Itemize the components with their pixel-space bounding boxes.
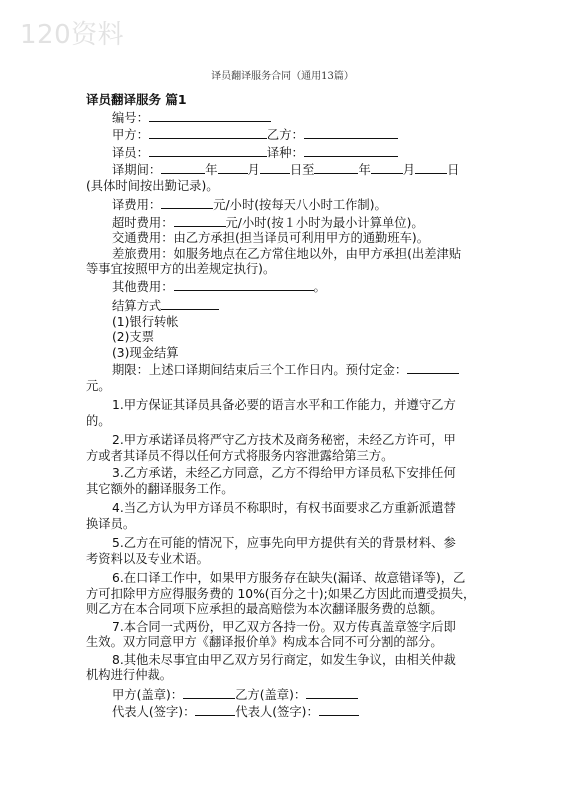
document-title: 译员翻译服务合同（通用13篇）: [211, 71, 354, 82]
settlement-option: (3)现金结算: [112, 345, 179, 360]
translator-label: 译员：: [112, 145, 149, 160]
start-year-blank[interactable]: [161, 161, 205, 174]
number-label: 编号：: [112, 110, 149, 125]
fee-suffix: 元/小时(按每天八小时工作制)。: [213, 198, 387, 212]
end-day-blank[interactable]: [415, 161, 447, 174]
clause-line: 3.乙方承诺，未经乙方同意，乙方不得给甲方译员私下安排任何: [112, 466, 456, 480]
rep-a-blank[interactable]: [195, 703, 235, 716]
deposit-blank[interactable]: [407, 361, 459, 374]
overtime-line: [86, 214, 486, 232]
clause-line: 考资料以及专业术语。: [86, 551, 209, 566]
translator-line: [86, 144, 486, 162]
day-label: 日: [447, 163, 460, 177]
settlement-option: (2)支票: [112, 330, 155, 344]
clause-line: 其它额外的翻译服务工作。: [86, 481, 234, 496]
settlement-label: 结算方式: [112, 299, 162, 313]
clause-list: [86, 398, 486, 684]
party-a-seal-blank[interactable]: [183, 686, 235, 699]
clause-line: 机构进行仲裁。: [86, 668, 173, 682]
period-label: 译期间：: [112, 163, 162, 177]
travel-line-2: 等事宜按照甲方的出差规定执行)。: [86, 262, 276, 276]
deadline-text: 期限：上述口译期间结束后三个工作日内。预付定金：: [112, 363, 408, 377]
clause-8: [86, 653, 486, 684]
clause-4: [86, 501, 486, 532]
month-label: 月: [402, 163, 416, 177]
clause-line: 5.乙方在可能的情况下，应事先向甲方提供有关的背景材料、参: [112, 536, 456, 550]
settlement-line: [86, 297, 486, 315]
month-label: 月: [247, 163, 260, 177]
end-month-blank[interactable]: [371, 161, 403, 174]
year-label: 年: [205, 163, 218, 177]
section-heading: 译员翻译服务 篇1: [86, 92, 187, 107]
clause-2: [86, 433, 486, 464]
fee-blank[interactable]: [161, 196, 213, 209]
year-label: 年: [358, 163, 371, 177]
rep-line: [86, 703, 486, 721]
overtime-suffix: 元/小时(按１小时为最小计算单位)。: [225, 215, 424, 230]
rep-b-blank[interactable]: [319, 703, 359, 716]
translator-blank[interactable]: [149, 144, 267, 157]
clause-line: 方或者其译员不得以任何方式将服务内容泄露给第三方。: [86, 448, 394, 463]
end-year-blank[interactable]: [314, 161, 358, 174]
overtime-label: 超时费用：: [112, 215, 174, 230]
clause-5: [86, 536, 486, 567]
parties-line: [86, 126, 486, 144]
other-fee-line: [86, 278, 486, 296]
party-b-seal-blank[interactable]: [306, 686, 358, 699]
period-note: (具体时间按出勤记录)。: [86, 178, 219, 193]
clause-line: 1.甲方保证其译员具备必要的语言水平和工作能力，并遵守乙方: [112, 398, 456, 412]
rep-b-label: 代表人(签字)：: [235, 705, 319, 719]
other-fee-suffix: 。: [313, 279, 326, 294]
number-blank[interactable]: [149, 109, 271, 122]
party-b-label: 乙方：: [266, 128, 304, 142]
period-line: [86, 161, 486, 179]
transport-line: 交通费用：由乙方承担(担当译员可利用甲方的通勤班车)。: [112, 231, 430, 245]
clause-3: [86, 466, 486, 497]
clause-line: 4.当乙方认为甲方译员不称职时，有权书面要求乙方重新派遣替: [112, 501, 456, 515]
overtime-blank[interactable]: [174, 214, 226, 227]
clause-line: 则乙方在本合同项下应承担的最高赔偿为本次翻译服务费的总额。: [86, 602, 443, 616]
clause-line: 2.甲方承诺译员将严守乙方技术及商务秘密，未经乙方许可，甲: [112, 433, 456, 447]
settlement-blank[interactable]: [161, 297, 219, 310]
party-a-label: 甲方：: [112, 128, 149, 142]
settlement-option: (1)银行转帐: [112, 314, 179, 329]
contract-body: [86, 92, 486, 721]
other-fee-label: 其他费用：: [112, 279, 174, 294]
day-to-label: 日至: [289, 163, 315, 177]
clause-line: 7.本合同一式两份，甲乙双方各持一份。双方传真盖章签字后即: [112, 619, 456, 634]
party-a-seal-label: 甲方(盖章)：: [112, 687, 184, 702]
start-day-blank[interactable]: [260, 161, 290, 174]
clause-line: 8.其他未尽事宜由甲乙双方另行商定，如发生争议，由相关仲裁: [112, 652, 456, 667]
other-fee-blank[interactable]: [174, 278, 314, 291]
clause-7: [86, 620, 486, 651]
start-month-blank[interactable]: [218, 161, 248, 174]
language-blank[interactable]: [304, 144, 398, 157]
clause-line: 6.在口译工作中，如果甲方服务存在缺失(漏译、故意错译等)，乙: [112, 571, 466, 585]
party-a-blank[interactable]: [149, 126, 267, 139]
clause-6: [86, 571, 486, 618]
clause-line: 的。: [86, 413, 111, 428]
watermark: 120资料: [20, 20, 125, 50]
deadline-line: [86, 361, 486, 379]
clause-line: 换译员。: [86, 516, 136, 531]
clause-line: 方可扣除甲方应得服务费的 10%(百分之十);如果乙方因此而遭受损失，: [86, 586, 476, 601]
fee-line: [86, 196, 486, 214]
clause-line: 生效。双方同意甲方《翻译报价单》构成本合同不可分割的部分。: [86, 635, 443, 649]
language-label: 译种：: [266, 145, 304, 160]
travel-line-1: 差旅费用：如服务地点在乙方常住地以外，由甲方承担(出差津贴: [112, 246, 462, 261]
party-b-blank[interactable]: [304, 126, 398, 139]
deadline-line-2: 元。: [86, 378, 111, 393]
party-b-seal-label: 乙方(盖章)：: [235, 687, 307, 702]
rep-a-label: 代表人(签字)：: [112, 705, 196, 719]
seal-line: [86, 686, 486, 704]
clause-1: [86, 398, 486, 429]
number-line: [86, 109, 486, 127]
fee-label: 译费用：: [112, 198, 162, 212]
